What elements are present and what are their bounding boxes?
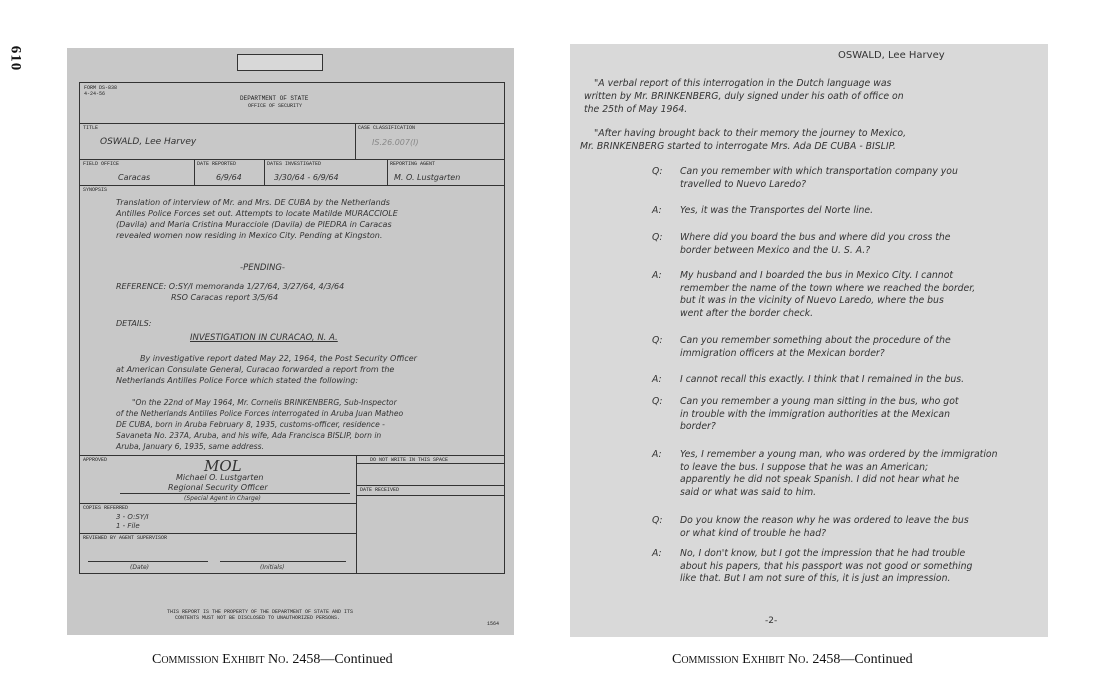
handwritten-signature: MOL xyxy=(204,457,242,475)
signer-name: Michael O. Lustgarten xyxy=(176,473,264,482)
dates-investigated-label: DATES INVESTIGATED xyxy=(267,161,322,167)
reviewed-by-label: REVIEWED BY AGENT SUPERVISOR xyxy=(83,535,168,541)
date-reported-label: DATE REPORTED xyxy=(197,161,237,167)
details-label: DETAILS: xyxy=(116,319,152,328)
answer-line: apparently he did not speak Spanish. I did not hear what he xyxy=(680,474,960,486)
title-label: TITLE xyxy=(83,125,99,131)
intro-line: "A verbal report of this interrogation in the Dutch language was xyxy=(594,78,892,89)
answer-line: remember the name of the town where we reached the border, xyxy=(680,282,976,294)
date-caption: (Date) xyxy=(130,564,150,571)
pending-status: -PENDING- xyxy=(240,263,285,273)
department-heading: DEPARTMENT OF STATE xyxy=(240,95,309,102)
question-line: Can you remember with which transportation company you xyxy=(680,166,958,177)
do-not-write-notice: DO NOT WRITE IN THIS SPACE xyxy=(370,457,449,463)
answer-line: Yes, I remember a young man, who was ordered by the immigration xyxy=(680,449,998,460)
reporting-agent-label: REPORTING AGENT xyxy=(390,161,436,167)
footer-notice-line-2: CONTENTS MUST NOT BE DISCLOSED TO UNAUTHORIZED PERSONS. xyxy=(175,615,341,621)
reference-block: REFERENCE: O:SY/I memoranda 1/27/64, 3/27/64, 4/3/64 RSO Caracas report 3/5/64 xyxy=(116,282,345,302)
question-tag: Q: xyxy=(652,166,663,177)
page-header: OSWALD, Lee Harvey xyxy=(838,50,945,61)
details-body: By investigative report dated May 22, 1964, the Post Security Officer at American Consulate General, Curacao forwarded a report from the Netherlands Antilles Police Force which stated the following: xyxy=(116,354,417,385)
quoted-report: "On the 22nd of May 1964, Mr. Cornelis BRINKENBERG, Sub-Inspector of the Netherlands Antilles Police Forces interrogated in Aruba Juan Matheo DE CUBA, born in Aruba February 8, 1935, customs-officer, residence - Savaneta No. 237A, Aruba, and his wife, Ada Francisca BISLIP, born in Aruba, January 6, 1935, same address. xyxy=(116,398,404,451)
answer-line: to leave the bus. I suppose that he was an American; xyxy=(680,461,929,473)
initials-caption: (Initials) xyxy=(260,564,285,571)
question-line: Where did you board the bus and where did you cross the xyxy=(680,232,951,243)
question-line: Can you remember something about the procedure of the xyxy=(680,335,951,346)
reporting-agent-value: M. O. Lustgarten xyxy=(394,173,461,182)
intro-line: written by Mr. BRINKENBERG, duly signed under his oath of office on xyxy=(584,91,904,102)
question-tag: Q: xyxy=(652,515,663,526)
answer-line: No, I don't know, but I got the impression that he had trouble xyxy=(680,548,966,559)
case-classification-value: IS.26.007(I) xyxy=(372,138,419,147)
intro-line: the 25th of May 1964. xyxy=(584,104,688,115)
office-heading: OFFICE OF SECURITY xyxy=(248,103,303,109)
left-document-page xyxy=(67,48,514,635)
right-caption: Commission Exhibit No. 2458—Continued xyxy=(672,652,913,667)
page-mark: -2- xyxy=(765,616,778,626)
title-value: OSWALD, Lee Harvey xyxy=(100,137,197,147)
answer-line: like that. But I am not sure of this, it is just an impression. xyxy=(680,573,951,585)
top-stamp-box xyxy=(237,54,323,71)
copies-referred-label: COPIES REFERRED xyxy=(83,505,129,511)
question-tag: Q: xyxy=(652,232,663,243)
intro-line: "After having brought back to their memory the journey to Mexico, xyxy=(594,128,907,139)
signer-title: Regional Security Officer xyxy=(168,483,268,492)
dates-investigated-value: 3/30/64 - 6/9/64 xyxy=(274,173,339,182)
answer-line: I cannot recall this exactly. I think that I remained in the bus. xyxy=(680,374,965,385)
question-line: in trouble with the immigration authorities at the Mexican xyxy=(680,408,950,420)
answer-line: but it was in the vicinity of Nuevo Laredo, where the bus xyxy=(680,295,944,307)
form-number-line-2: 4-24-56 xyxy=(84,91,106,97)
question-line: border between Mexico and the U. S. A.? xyxy=(680,244,871,256)
answer-line: went after the border check. xyxy=(680,307,814,319)
answer-line: Yes, it was the Transportes del Norte line. xyxy=(680,205,874,216)
date-reported-value: 6/9/64 xyxy=(216,173,242,182)
question-line: immigration officers at the Mexican border? xyxy=(680,347,885,359)
copies-referred-list: 3 - O:SY/I 1 - File xyxy=(116,513,149,530)
answer-tag: A: xyxy=(652,374,662,385)
field-office-label: FIELD OFFICE xyxy=(83,161,120,167)
answer-line: My husband and I boarded the bus in Mexico City. I cannot xyxy=(680,270,954,281)
question-line: or what kind of trouble he had? xyxy=(680,527,827,539)
right-document-page xyxy=(570,44,1048,637)
synopsis-text: Translation of interview of Mr. and Mrs. DE CUBA by the Netherlands Antilles Police Forces set out. Attempts to locate Matilde MURACCIOLE (Davila) and Maria Cristina Muracciole (Davila) de PIEDRA in Caracas revealed women now residing in Mexico City. Pending at Kingston. xyxy=(116,198,398,240)
question-line: border? xyxy=(680,421,716,433)
investigation-heading: INVESTIGATION IN CURACAO, N. A. xyxy=(190,333,338,343)
field-office-value: Caracas xyxy=(118,173,151,182)
question-line: Can you remember a young man sitting in the bus, who got xyxy=(680,396,959,407)
answer-line: about his papers, that his passport was not good or something xyxy=(680,560,973,572)
date-received-label: DATE RECEIVED xyxy=(360,487,400,493)
question-line: Do you know the reason why he was ordered to leave the bus xyxy=(680,515,969,526)
approved-label: APPROVED xyxy=(83,457,108,463)
state-department-form xyxy=(79,82,505,574)
case-classification-label: CASE CLASSIFICATION xyxy=(358,125,416,131)
answer-tag: A: xyxy=(652,270,662,281)
answer-tag: A: xyxy=(652,205,662,216)
footer-notice-line-1: THIS REPORT IS THE PROPERTY OF THE DEPARTMENT OF STATE AND ITS xyxy=(167,609,354,615)
question-tag: Q: xyxy=(652,396,663,407)
question-line: travelled to Nuevo Laredo? xyxy=(680,178,807,190)
synopsis-label: SYNOPSIS xyxy=(83,187,108,193)
signer-role: (Special Agent in Charge) xyxy=(184,495,261,502)
page-number: 610 xyxy=(7,45,24,72)
question-tag: Q: xyxy=(652,335,663,346)
form-number-line-1: FORM DS-838 xyxy=(84,85,118,91)
intro-line: Mr. BRINKENBERG started to interrogate Mrs. Ada DE CUBA - BISLIP. xyxy=(580,141,896,152)
answer-tag: A: xyxy=(652,449,662,460)
answer-line: said or what was said to him. xyxy=(680,486,817,498)
left-caption: Commission Exhibit No. 2458—Continued xyxy=(152,652,393,667)
corner-code: 1564 xyxy=(487,621,500,627)
answer-tag: A: xyxy=(652,548,662,559)
